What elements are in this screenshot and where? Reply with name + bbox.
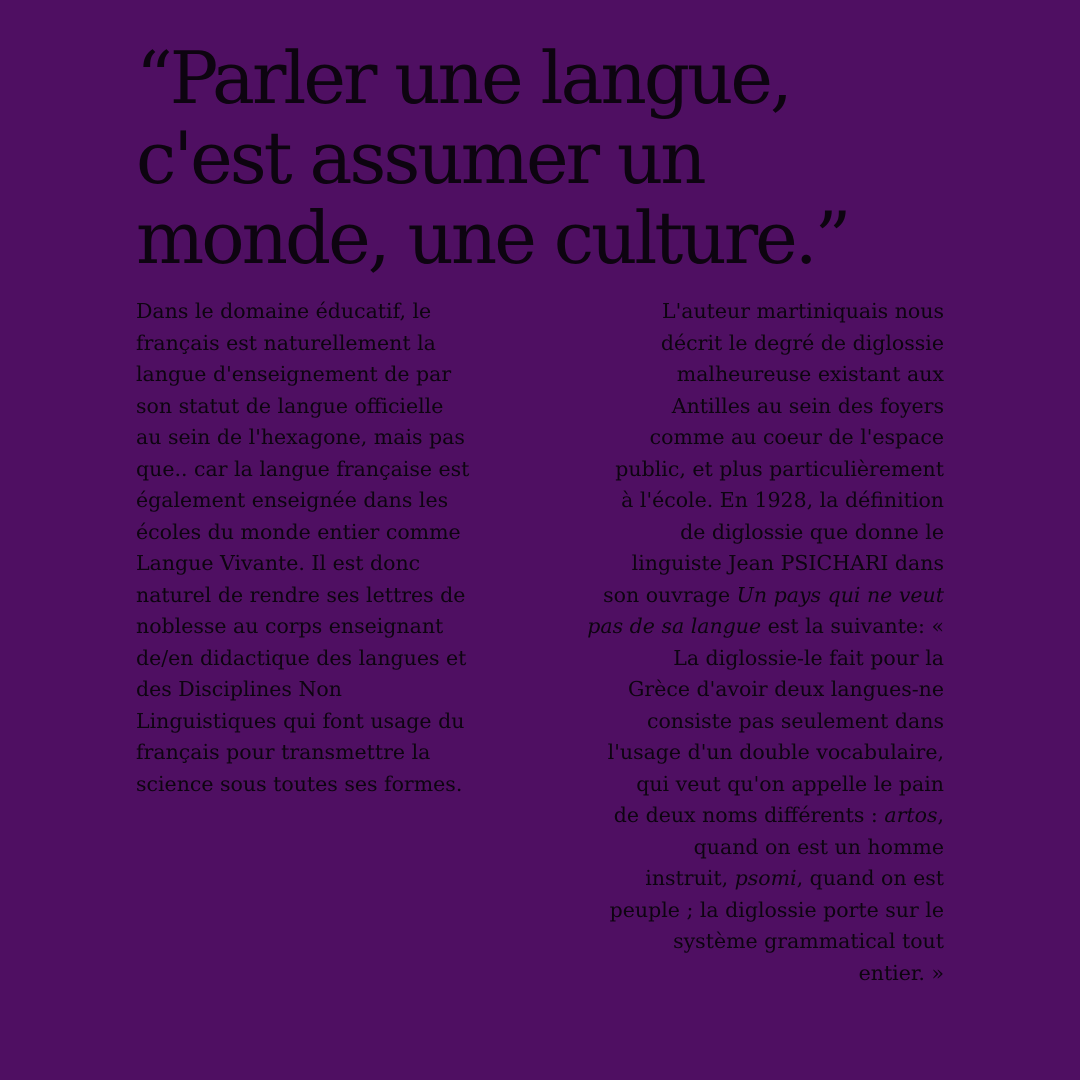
text-run: son ouvrage	[603, 582, 737, 607]
paragraph-line: Linguistiques qui font usage du	[136, 708, 465, 733]
right-column-paragraph	[564, 296, 944, 989]
paragraph-line: l'usage d'un double vocabulaire,	[607, 740, 944, 764]
greek-word-italic: artos	[884, 803, 938, 827]
paragraph-line: naturel de rendre ses lettres de	[136, 582, 466, 607]
paragraph-line	[564, 863, 944, 895]
paragraph-line: des Disciplines Non	[136, 677, 342, 701]
text-run: ,	[937, 803, 944, 827]
paragraph-line: Antilles au sein des foyers	[671, 393, 944, 418]
paragraph-line: entier. »	[858, 960, 944, 985]
paragraph-line: au sein de l'hexagone, mais pas	[136, 425, 465, 449]
quote-headline	[136, 38, 956, 278]
text-run: instruit,	[645, 866, 735, 890]
paragraph-line: consiste pas seulement dans	[646, 708, 944, 733]
paragraph-line: peuple ; la diglossie porte sur le	[609, 897, 944, 922]
paragraph-line: de diglossie que donne le	[680, 519, 944, 544]
paragraph-line: L'auteur martiniquais nous	[662, 299, 944, 323]
paragraph-line: qui veut qu'on appelle le pain	[636, 771, 944, 796]
paragraph-line: français est naturellement la	[136, 330, 436, 355]
book-title-italic: Un pays qui ne veut	[736, 582, 944, 607]
book-title-italic: pas de sa langue	[587, 614, 762, 638]
paragraph-line: Dans le domaine éducatif, le	[136, 299, 432, 323]
headline-line: “Parler une langue,	[136, 36, 790, 120]
left-column-paragraph	[136, 296, 516, 800]
paragraph-line: langue d'enseignement de par	[136, 362, 452, 386]
paragraph-line: de/en didactique des langues et	[136, 645, 467, 670]
text-run: de deux noms différents :	[613, 803, 885, 827]
paragraph-line: Grèce d'avoir deux langues-ne	[628, 677, 944, 701]
paragraph-line: son statut de langue officielle	[136, 393, 444, 418]
paragraph-line: décrit le degré de diglossie	[660, 330, 944, 355]
paragraph-line: système grammatical tout	[673, 929, 944, 953]
paragraph-line: malheureuse existant aux	[676, 362, 944, 386]
paragraph-line	[564, 580, 944, 612]
paragraph-line: Langue Vivante. Il est donc	[136, 551, 421, 575]
paragraph-line: science sous toutes ses formes.	[136, 771, 463, 796]
paragraph-line: noblesse au corps enseignant	[136, 614, 444, 638]
paragraph-line: à l'école. En 1928, la définition	[621, 488, 944, 512]
paragraph-line: public, et plus particulièrement	[615, 456, 944, 481]
paragraph-line: que.. car la langue française est	[136, 456, 470, 481]
paragraph-line: écoles du monde entier comme	[136, 519, 461, 544]
text-run: , quand on est	[796, 866, 944, 890]
headline-line: monde, une culture.”	[136, 196, 849, 280]
paragraph-line: également enseignée dans les	[136, 488, 449, 512]
paragraph-line: linguiste Jean PSICHARI dans	[631, 551, 944, 575]
paragraph-line	[564, 611, 944, 643]
paragraph-line	[564, 800, 944, 832]
paragraph-line: quand on est un homme	[693, 834, 944, 859]
paragraph-line: français pour transmettre la	[136, 740, 431, 764]
paragraph-line: La diglossie-le fait pour la	[673, 645, 944, 670]
text-run: est la suivante: «	[761, 614, 944, 638]
greek-word-italic: psomi	[734, 866, 797, 890]
paragraph-line: comme au coeur de l'espace	[649, 425, 944, 449]
headline-line: c'est assumer un	[136, 116, 704, 200]
